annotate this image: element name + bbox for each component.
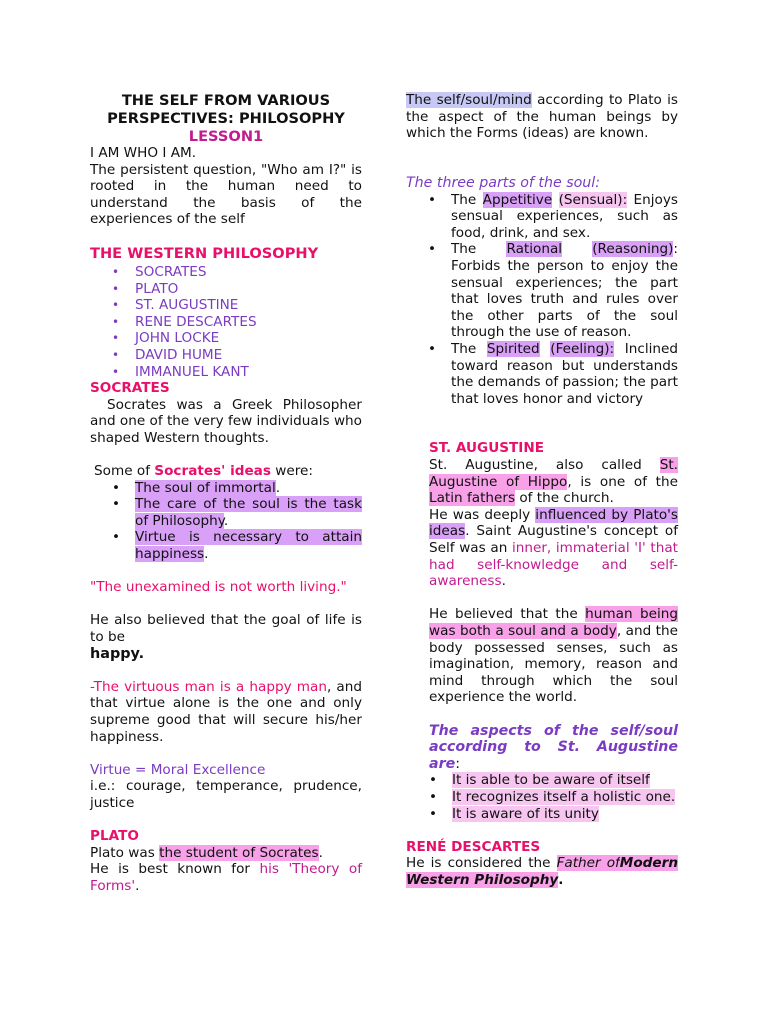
intro-paragraph: The persistent question, "Who am I?" is rooted in the human need to understand the basis of the experiences of the self [90, 161, 362, 228]
list-item: • JOHN LOCKE [112, 330, 220, 347]
soul-parts-list [406, 192, 678, 408]
augustine-section [406, 440, 678, 822]
bullet-icon: • [112, 314, 120, 329]
virtue-examples: i.e.: courage, temperance, prudence, justice [90, 778, 362, 811]
list-item: • DAVID HUME [112, 346, 223, 363]
doc-title-line2: PERSPECTIVES: PHILOSOPHY [107, 110, 345, 127]
bullet-icon: • [112, 364, 120, 379]
bullet-icon: • [429, 788, 438, 805]
virtue-equation: Virtue = Moral Excellence [90, 761, 266, 778]
happy-word: happy. [90, 645, 145, 662]
western-philosophy-heading: THE WESTERN PHILOSOPHY [90, 244, 319, 262]
socrates-ideas-list [90, 480, 362, 563]
list-item: • The soul of immortal. [112, 479, 281, 496]
list-item: • RENE DESCARTES [112, 313, 257, 330]
bullet-icon: • [112, 298, 120, 313]
bullet-icon: • [112, 496, 121, 513]
list-item: • The care of the soul is the task of Philosophy. [112, 496, 362, 529]
bullet-icon: • [112, 331, 120, 346]
descartes-heading: RENÉ DESCARTES [406, 838, 541, 855]
list-item: • IMMANUEL KANT [112, 363, 249, 380]
three-parts-heading: The three parts of the soul: [406, 174, 601, 191]
descartes-paragraph: He is considered the Father ofModern Western Philosophy. [406, 855, 678, 888]
philosopher-list [90, 264, 362, 380]
bullet-icon: • [428, 191, 437, 208]
list-item: • SOCRATES [112, 263, 207, 280]
list-item: • PLATO [112, 280, 179, 297]
augustine-aspects-list [407, 772, 678, 822]
bullet-icon: • [112, 281, 120, 296]
list-item: • ST. AUGUSTINE [112, 297, 239, 314]
left-column [90, 92, 362, 895]
augustine-paragraph-2: He was deeply influenced by Plato's ideas. Saint Augustine's concept of Self was an inner, immaterial 'I' that had self-knowledge and self-awareness. [429, 506, 678, 590]
virtuous-paragraph: -The virtuous man is a happy man, and that virtue alone is the one and only supreme good that will secure his/her happiness. [90, 678, 362, 745]
plato-self-paragraph: The self/soul/mind according to Plato is the aspect of the human beings by which the Forms (ideas) are known. [406, 92, 678, 142]
right-column [406, 92, 678, 889]
augustine-heading: ST. AUGUSTINE [429, 440, 545, 457]
list-item: • The Appetitive (Sensual): Enjoys sensual experiences, such as food, drink, and sex. [428, 191, 678, 241]
list-item: • Virtue is necessary to attain happiness. [112, 529, 362, 563]
socrates-heading: SOCRATES [90, 380, 170, 397]
list-item: • The Spirited (Feeling): Inclined toward reason but understands the demands of passion; the part that loves honor and victory [428, 340, 678, 407]
bullet-icon: • [429, 772, 438, 789]
bullet-icon: • [112, 529, 121, 546]
bullet-icon: • [112, 264, 120, 279]
goal-paragraph: He also believed that the goal of life is to be [90, 612, 362, 646]
bullet-icon: • [428, 340, 437, 357]
bullet-icon: • [112, 347, 120, 362]
list-item: • The Rational (Reasoning): Forbids the person to enjoy the sensual experiences; the part that loves truth and rules over the other parts of the soul through the use of reason. [428, 241, 679, 341]
augustine-paragraph-3: He believed that the human being was both a soul and a body, and the body possessed senses, such as imagination, memory, reason and mind through which the soul experience the world. [429, 606, 678, 706]
intro-line: I AM WHO I AM. [90, 145, 197, 161]
doc-title-line1: THE SELF FROM VARIOUS [121, 92, 331, 109]
socrates-ideas-intro: Some of Socrates' ideas were: [94, 463, 313, 480]
augustine-aspects-heading: The aspects of the self/soul according to St. Augustine are: [429, 722, 678, 772]
bullet-icon: • [428, 241, 437, 258]
list-item: • It is able to be aware of itself [429, 772, 650, 789]
plato-heading: PLATO [90, 828, 139, 845]
augustine-paragraph-1: St. Augustine, also called St. Augustine of Hippo, is one of the Latin fathers of the church. [429, 457, 678, 507]
bullet-icon: • [112, 479, 121, 496]
bullet-icon: • [429, 805, 438, 822]
list-item: • It recognizes itself a holistic one. [429, 788, 676, 805]
list-item: • It is aware of its unity [429, 805, 599, 822]
plato-line2: He is best known for his 'Theory of Forms'. [90, 861, 362, 894]
plato-line1: Plato was the student of Socrates. [90, 844, 323, 861]
socrates-quote: "The unexamined is not worth living." [90, 579, 347, 596]
socrates-paragraph: Socrates was a Greek Philosopher and one of the very few individuals who shaped Western thoughts. [90, 396, 362, 446]
lesson-label: LESSON1 [188, 128, 264, 145]
